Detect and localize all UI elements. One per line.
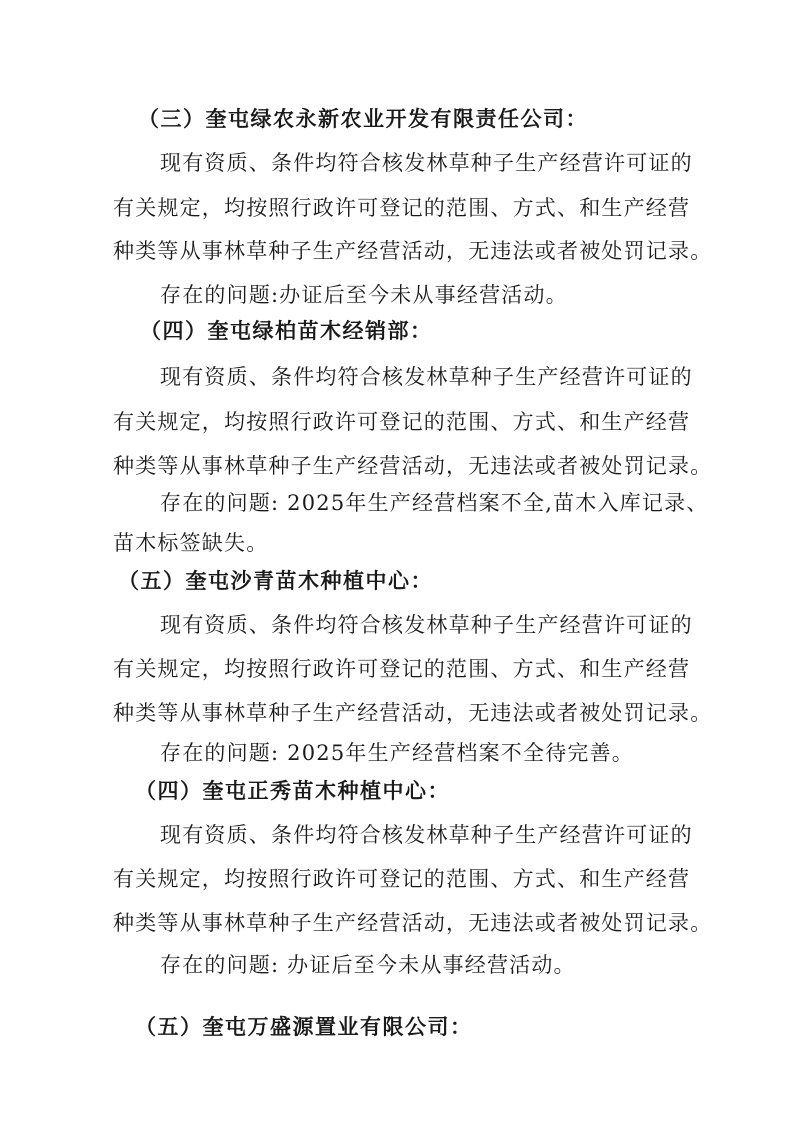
section-body-line: 有关规定，均按照行政许可登记的范围、方式、和生产经营 <box>113 867 691 891</box>
section-body-line: 现有资质、条件均符合核发林草种子生产经营许可证的 <box>160 823 693 847</box>
section-problem-line: 存在的问题:办证后至今未从事经营活动。 <box>160 283 568 307</box>
section-problem-line: 存在的问题: 2025年生产经营档案不全待完善。 <box>160 741 634 765</box>
section-heading: （三）奎屯绿农永新农业开发有限责任公司： <box>138 106 588 131</box>
section-body-line: 种类等从事林草种子生产经营活动，无违法或者被处罚记录。 <box>113 911 713 935</box>
section-heading: （五）奎屯沙青苗木种植中心： <box>118 568 433 593</box>
section-body-line: 有关规定，均按照行政许可登记的范围、方式、和生产经营 <box>113 657 691 681</box>
section-body-line: 有关规定，均按照行政许可登记的范围、方式、和生产经营 <box>113 410 691 434</box>
section-problem-line: 存在的问题: 办证后至今未从事经营活动。 <box>160 953 576 977</box>
section-problem-line: 存在的问题: 2025年生产经营档案不全,苗木入库记录、 <box>160 491 709 515</box>
section-heading: （五）奎屯万盛源置业有限公司： <box>135 1014 473 1039</box>
section-heading: （四）奎屯正秀苗木种植中心： <box>135 778 450 803</box>
section-body-line: 现有资质、条件均符合核发林草种子生产经营许可证的 <box>160 613 693 637</box>
section-body-line: 种类等从事林草种子生产经营活动，无违法或者被处罚记录。 <box>113 454 713 478</box>
section-problem-line: 苗木标签缺失。 <box>113 531 269 555</box>
section-body-line: 种类等从事林草种子生产经营活动，无违法或者被处罚记录。 <box>113 701 713 725</box>
section-body-line: 种类等从事林草种子生产经营活动，无违法或者被处罚记录。 <box>113 239 713 263</box>
section-body-line: 现有资质、条件均符合核发林草种子生产经营许可证的 <box>160 365 693 389</box>
section-heading: （四）奎屯绿柏苗木经销部： <box>140 318 433 343</box>
section-body-line: 现有资质、条件均符合核发林草种子生产经营许可证的 <box>160 151 693 175</box>
section-body-line: 有关规定，均按照行政许可登记的范围、方式、和生产经营 <box>113 196 691 220</box>
